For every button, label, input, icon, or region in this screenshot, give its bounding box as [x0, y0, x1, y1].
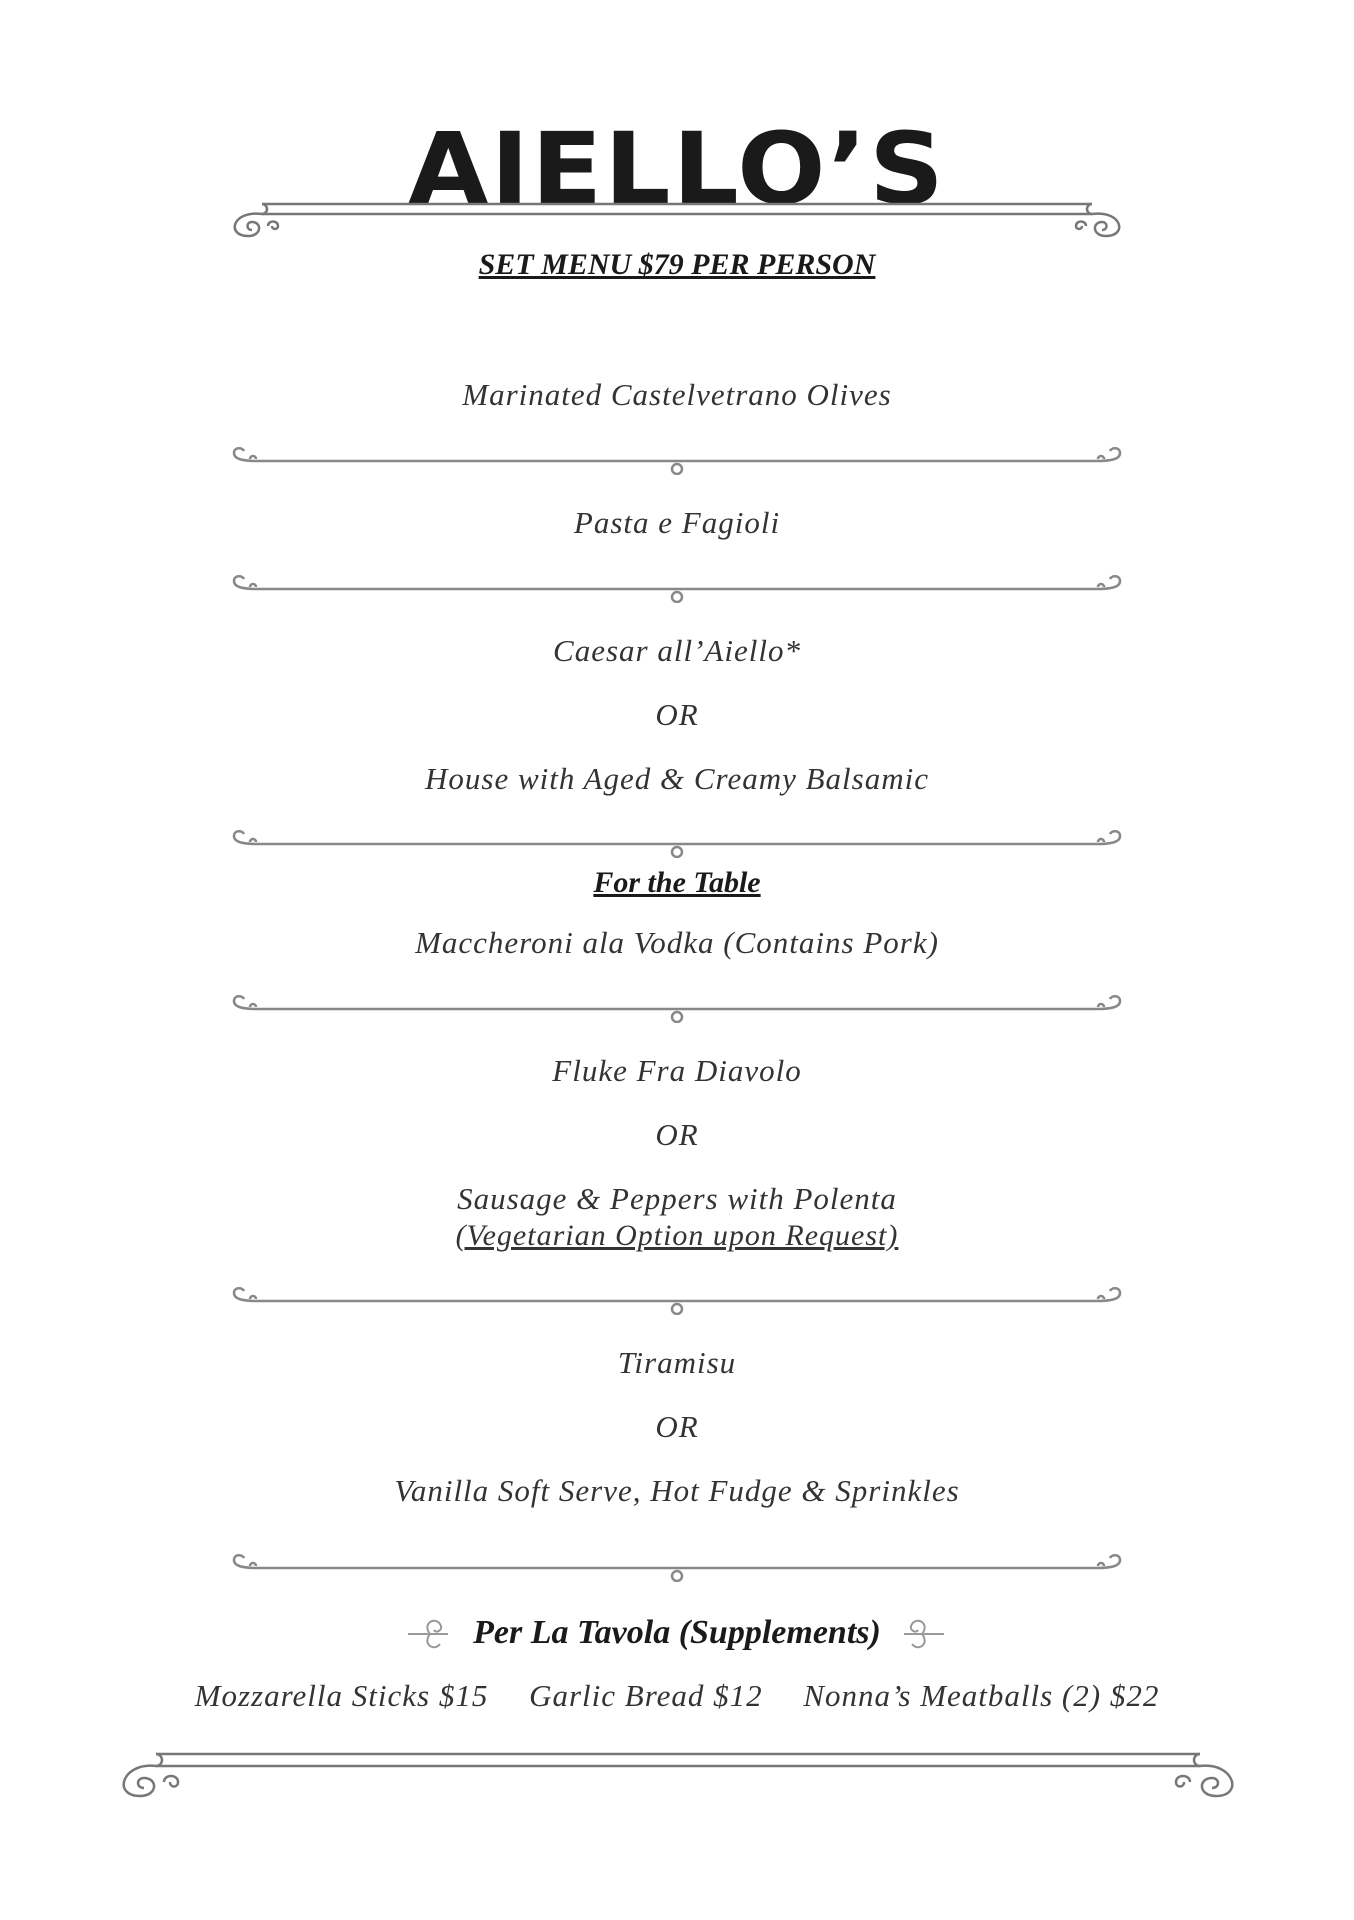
divider-2	[0, 573, 1354, 603]
bottom-scroll-border	[0, 1738, 1354, 1808]
supplement-item: Nonna’s Meatballs (2) $22	[803, 1678, 1160, 1713]
for-the-table-heading: For the Table	[593, 866, 761, 899]
divider-5	[0, 1285, 1354, 1315]
course4-item: Maccheroni ala Vodka (Contains Pork)	[415, 925, 939, 960]
course5-or: OR	[655, 1117, 699, 1152]
divider-3	[0, 828, 1354, 858]
divider-6	[0, 1552, 1354, 1582]
course3-option-a: Caesar all’Aiello*	[553, 633, 801, 668]
top-scroll-border	[0, 190, 1354, 250]
course3-option-b: House with Aged & Creamy Balsamic	[425, 761, 929, 796]
course6-or: OR	[655, 1409, 699, 1444]
course2-item: Pasta e Fagioli	[573, 505, 781, 540]
divider-1	[0, 445, 1354, 475]
restaurant-logo: AIELLO’S	[408, 111, 946, 227]
course5-option-a: Fluke Fra Diavolo	[552, 1053, 802, 1088]
supplements-title: Per La Tavola (Supplements)	[473, 1614, 881, 1651]
course6-option-b: Vanilla Soft Serve, Hot Fudge & Sprinkles	[394, 1473, 960, 1508]
divider-4	[0, 993, 1354, 1023]
course5-option-b: Sausage & Peppers with Polenta	[457, 1181, 897, 1216]
set-menu-heading: SET MENU $79 PER PERSON	[478, 248, 876, 281]
course3-or: OR	[655, 697, 699, 732]
supplements-row	[0, 1678, 1354, 1714]
course5-vegetarian-note: (Vegetarian Option upon Request)	[455, 1219, 899, 1252]
supplement-item: Mozzarella Sticks $15	[194, 1678, 489, 1713]
supplement-item: Garlic Bread $12	[529, 1678, 763, 1713]
course1-item: Marinated Castelvetrano Olives	[462, 377, 892, 412]
course6-option-a: Tiramisu	[617, 1345, 737, 1380]
